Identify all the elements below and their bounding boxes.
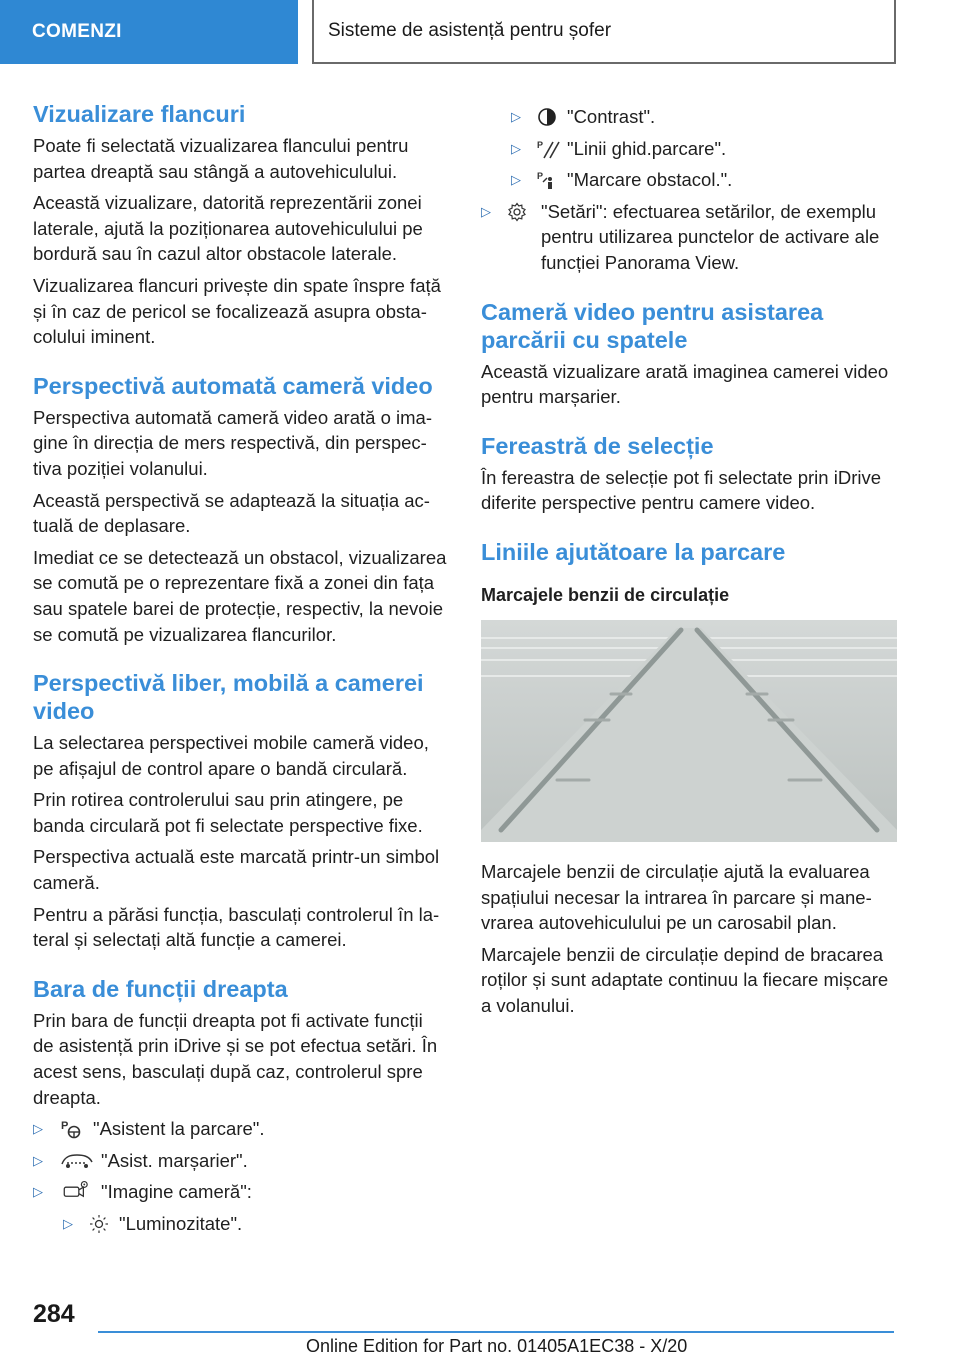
chapter-title: Sisteme de asistență pentru șofer <box>312 0 896 64</box>
contrast-icon <box>537 107 563 127</box>
subheading-lane-markings: Marcajele benzii de circulație <box>481 584 730 605</box>
paragraph: Marcajele benzii de circulație depind de bracarea roților și sunt adaptate continuu la fiecare mișcare a volanului. <box>481 943 889 1016</box>
list-item-label: "Contrast". <box>567 106 656 127</box>
paragraph: Prin rotirea controlerului sau prin atingere, pe banda circulară pot fi selectate perspective fixe. <box>33 789 423 836</box>
paragraph: Această vizualizare arată imaginea camerei video pentru marșarier. <box>481 360 889 408</box>
paragraph: În fereastra de selecție pot fi selectate prin iDrive diferite perspective pentru camere video. <box>481 466 881 514</box>
obstacle-marking-icon <box>537 170 563 190</box>
reverse-assist-icon <box>59 1151 95 1171</box>
triangle-bullet-icon: ▷ <box>33 1121 43 1137</box>
list-item-label: "Marcare obstacol.". <box>567 169 733 191</box>
camera-settings-icon <box>59 1179 95 1199</box>
heading-rear-camera: Cameră video pentru asistarea parcării cu spatele <box>481 298 824 353</box>
paragraph: Poate fi selectată vizualizarea flancului pentru partea dreaptă sau stângă a autovehiculului. <box>33 135 409 182</box>
gear-icon <box>507 202 533 222</box>
paragraph: Imediat ce se detectează un obstacol, vizualizarea se comută pe o reprezentare fixă a zonei din fața sau spatele barei de protecție, respectiv, la nevoie se comută pe vizualizarea flancurilor. <box>33 546 447 645</box>
paragraph: Marcajele benzii de circulație ajută la evaluarea spațiului necesar la intrarea în parcare și manevrarea autovehiculului pe un carosabil plan. <box>481 860 872 934</box>
heading-selection-window: Fereastră de selecție <box>481 432 714 459</box>
park-assist-icon <box>59 1119 85 1139</box>
footer-divider <box>98 1331 894 1333</box>
heading-side-view: Vizualizare flancuri <box>33 101 246 127</box>
paragraph: Perspectiva automată cameră video arată o imagine în direcția de mers respectivă, din perspectiva poziției volanului. <box>33 406 432 479</box>
list-item-label: "Asistent la parcare". <box>93 1118 265 1140</box>
list-item <box>481 136 897 162</box>
heading-auto-perspective: Perspectivă automată cameră video <box>33 372 433 399</box>
heading-free-perspective: Perspectivă liber, mobilă a camerei video <box>33 670 424 725</box>
left-column <box>33 100 447 1243</box>
list-item-label: "Setări": efectuarea setărilor, de exemplu pentru utilizarea punctelor de activare ale funcției Panorama View. <box>541 200 880 273</box>
triangle-bullet-icon: ▷ <box>63 1216 73 1231</box>
list-item <box>481 104 897 130</box>
paragraph: Prin bara de funcții dreapta pot fi activate funcții de asistență prin iDrive și se pot efectua setări. În acest sens, basculați după caz, controlerul spre dreapta. <box>33 1009 438 1108</box>
triangle-bullet-icon: ▷ <box>33 1184 43 1200</box>
right-column <box>481 104 897 1025</box>
triangle-bullet-icon: ▷ <box>511 172 521 188</box>
paragraph: Această perspectivă se adaptează la situația actuală de deplasare. <box>33 489 430 537</box>
list-item <box>33 1148 447 1174</box>
triangle-bullet-icon: ▷ <box>33 1152 43 1168</box>
svg-text:P: P <box>537 171 544 182</box>
list-item-label: "Asist. marșarier". <box>101 1149 248 1171</box>
lane-markings-illustration <box>481 620 897 842</box>
list-item-label: "Linii ghid.parcare". <box>567 137 727 159</box>
list-item <box>33 1211 447 1237</box>
triangle-bullet-icon: ▷ <box>511 109 521 124</box>
brightness-icon <box>89 1214 115 1234</box>
heading-right-function-bar: Bara de funcții dreapta <box>33 975 288 1002</box>
paragraph: Pentru a părăsi funcția, basculați controlerul în lateral și selectați altă funcție a camerei. <box>33 903 440 951</box>
triangle-bullet-icon: ▷ <box>511 140 521 156</box>
paragraph: Vizualizarea flancuri privește din spate înspre față și în caz de pericol se focalizează asupra obstacolului iminent. <box>33 274 441 348</box>
list-item <box>33 1179 447 1205</box>
guide-lines-icon <box>537 139 563 159</box>
section-tab: COMENZI <box>0 0 298 64</box>
list-item <box>33 1116 447 1142</box>
list-item-label: "Imagine cameră": <box>101 1181 252 1203</box>
paragraph: Perspectiva actuală este marcată printr-un simbol cameră. <box>33 846 440 894</box>
footer-edition: Online Edition for Part no. 01405A1EC38 - X/20 <box>306 1336 688 1356</box>
list-item <box>481 199 897 276</box>
page-number: 284 <box>33 1300 75 1328</box>
triangle-bullet-icon: ▷ <box>481 203 491 219</box>
list-item <box>481 167 897 193</box>
svg-text:P: P <box>537 139 544 150</box>
paragraph: Această vizualizare, datorită reprezentării zonei laterale, ajută la poziționarea autovehiculului pe bordură sau în cazul altor obstacole laterale. <box>33 192 423 265</box>
heading-parking-guide-lines: Liniile ajutătoare la parcare <box>481 538 786 565</box>
svg-text:P: P <box>61 1120 69 1133</box>
list-item-label: "Luminozitate". <box>119 1213 243 1234</box>
paragraph: La selectarea perspectivei mobile cameră video, pe afișajul de control apare o bandă circulară. <box>33 732 429 779</box>
